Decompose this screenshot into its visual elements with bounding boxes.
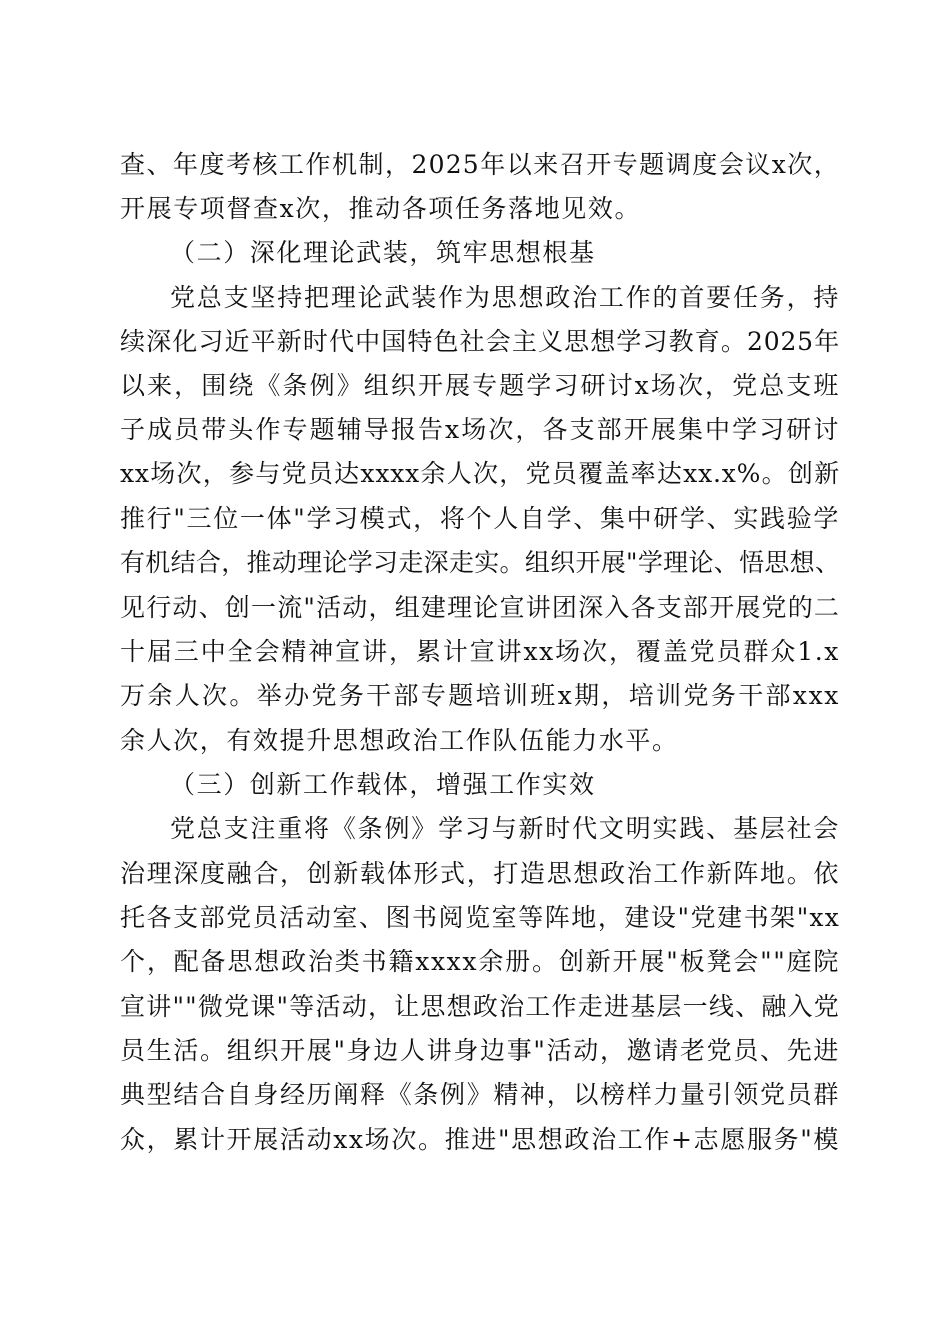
body-text-line: 续深化习近平新时代中国特色社会主义思想学习教育。2025年 bbox=[120, 327, 840, 356]
body-text-line: 托各支部党员活动室、图书阅览室等阵地，建设"党建书架"xx bbox=[120, 903, 840, 932]
body-text-line: 党总支注重将《条例》学习与新时代文明实践、基层社会 bbox=[170, 814, 840, 843]
body-text-line: 党总支坚持把理论武装作为思想政治工作的首要任务，持 bbox=[170, 283, 840, 312]
body-text-line: 万余人次。举办党务干部专题培训班x期，培训党务干部xxx bbox=[120, 681, 840, 710]
body-text-line: 员生活。组织开展"身边人讲身边事"活动，邀请老党员、先进 bbox=[120, 1036, 840, 1065]
body-text-line: 宣讲""微党课"等活动，让思想政治工作走进基层一线、融入党 bbox=[120, 992, 840, 1021]
body-text-line: 有机结合，推动理论学习走深走实。组织开展"学理论、悟思想、 bbox=[120, 548, 840, 577]
body-text-line: 推行"三位一体"学习模式，将个人自学、集中研学、实践验学 bbox=[120, 504, 840, 533]
body-text-line: 开展专项督查x次，推动各项任务落地见效。 bbox=[120, 194, 642, 223]
body-text-line: 治理深度融合，创新载体形式，打造思想政治工作新阵地。依 bbox=[120, 859, 840, 888]
body-text-line: 查、年度考核工作机制，2025年以来召开专题调度会议x次， bbox=[120, 150, 840, 179]
body-text-line: 见行动、创一流"活动，组建理论宣讲团深入各支部开展党的二 bbox=[120, 593, 841, 622]
body-text-line: xx场次，参与党员达xxxx余人次，党员覆盖率达xx.x%。创新 bbox=[120, 459, 840, 488]
body-text-line: 典型结合自身经历阐释《条例》精神，以榜样力量引领党员群 bbox=[120, 1080, 840, 1109]
body-text-line: 十届三中全会精神宣讲，累计宣讲xx场次，覆盖党员群众1.x bbox=[120, 637, 840, 666]
body-text-line: 个，配备思想政治类书籍xxxx余册。创新开展"板凳会""庭院 bbox=[120, 947, 840, 976]
body-text-line: 众，累计开展活动xx场次。推进"思想政治工作+志愿服务"模 bbox=[120, 1125, 840, 1154]
body-text-line: 子成员带头作专题辅导报告x场次，各支部开展集中学习研讨 bbox=[120, 415, 840, 444]
section-heading-3: （三）创新工作载体，增强工作实效 bbox=[170, 770, 596, 799]
section-heading-2: （二）深化理论武装，筑牢思想根基 bbox=[170, 238, 596, 267]
body-text-line: 余人次，有效提升思想政治工作队伍能力水平。 bbox=[120, 726, 679, 755]
body-text-line: 以来，围绕《条例》组织开展专题学习研讨x场次，党总支班 bbox=[120, 371, 840, 400]
